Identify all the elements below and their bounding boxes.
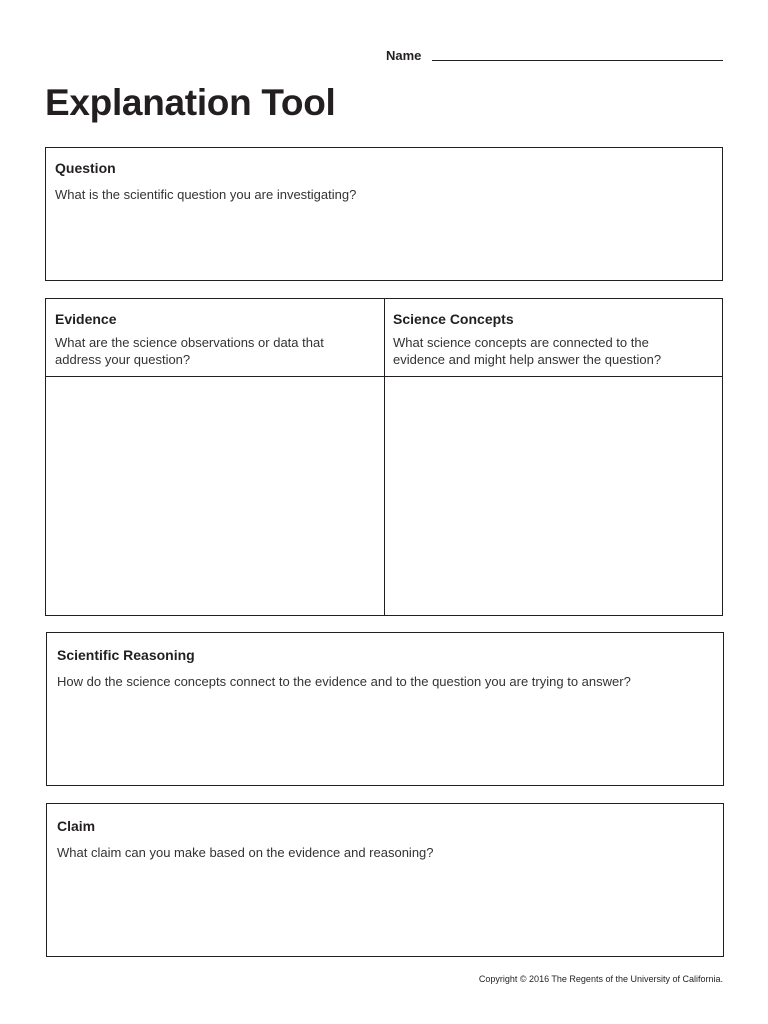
- science-concepts-answer-area[interactable]: [385, 377, 722, 615]
- claim-heading: Claim: [57, 818, 96, 834]
- page-title: Explanation Tool: [45, 82, 336, 123]
- question-heading: Question: [55, 160, 116, 176]
- question-box[interactable]: [45, 147, 723, 281]
- name-write-line[interactable]: [432, 60, 723, 61]
- name-field-row: [386, 47, 724, 65]
- scientific-reasoning-prompt: How do the science concepts connect to the evidence and to the question you are trying to answer?: [57, 674, 631, 689]
- claim-prompt: What claim can you make based on the evidence and reasoning?: [57, 845, 434, 860]
- evidence-heading: Evidence: [55, 311, 117, 327]
- evidence-answer-area[interactable]: [46, 377, 384, 615]
- claim-box[interactable]: [46, 803, 724, 957]
- evidence-prompt: What are the science observations or data that address your question?: [55, 335, 324, 367]
- science-concepts-prompt: What science concepts are connected to the evidence and might help answer the question?: [393, 335, 662, 367]
- evidence-concepts-table: [45, 298, 723, 616]
- scientific-reasoning-heading: Scientific Reasoning: [57, 647, 195, 663]
- copyright-notice: Copyright © 2016 The Regents of the University of California.: [478, 974, 723, 984]
- name-label: Name: [386, 48, 422, 63]
- scientific-reasoning-box[interactable]: [46, 632, 724, 786]
- question-prompt: What is the scientific question you are investigating?: [55, 187, 357, 202]
- science-concepts-heading: Science Concepts: [393, 311, 514, 327]
